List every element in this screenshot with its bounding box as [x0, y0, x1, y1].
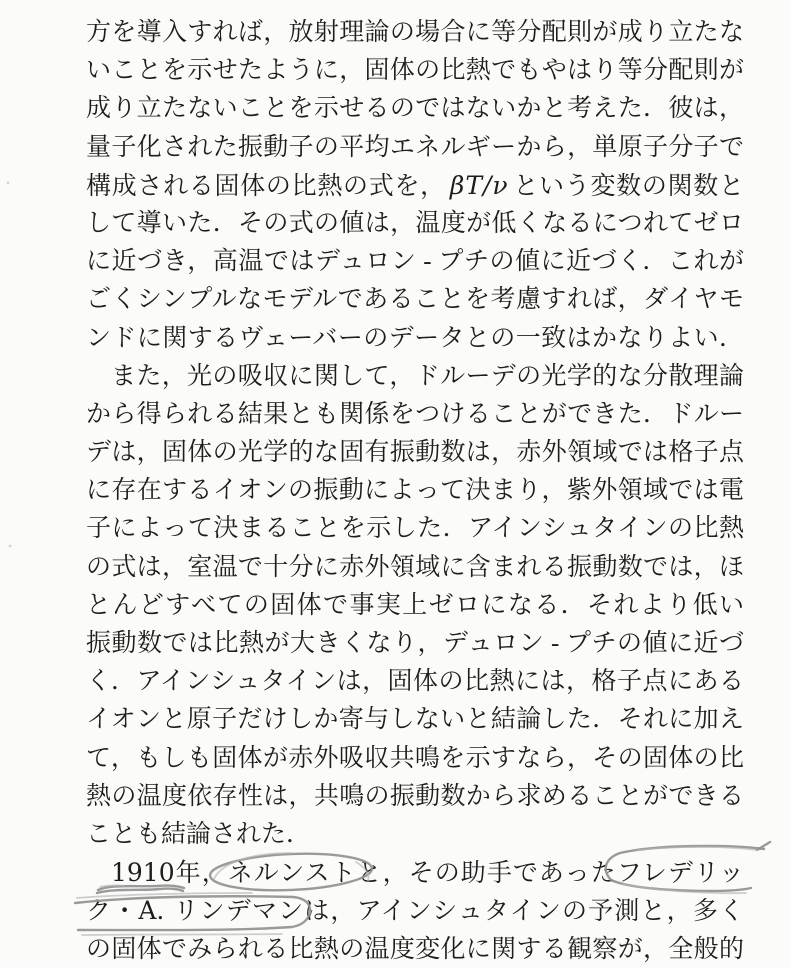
text-segment: 成り立たないことを示せるのではないかと考えた．彼は， — [86, 95, 744, 123]
text-line — [86, 281, 744, 319]
text-line — [86, 740, 744, 778]
text-line — [86, 625, 744, 663]
text-line — [86, 14, 744, 52]
text-line — [86, 167, 744, 205]
text-line — [86, 663, 744, 701]
text-segment: とんどすべての固体で事実上ゼロになる．それより低い — [86, 591, 744, 619]
text-segment: 構成される固体の比熱の式を， — [86, 172, 446, 200]
text-segment: の式は，室温で十分に赤外領域に含まれる振動数では，ほ — [86, 553, 744, 581]
text-segment: 振動数では比熱が大きくなり，デュロン - プチの値に近づ — [86, 630, 744, 657]
text-line — [86, 816, 744, 854]
text-line — [86, 90, 744, 128]
text-line — [86, 396, 744, 434]
text-line — [86, 320, 744, 358]
text-segment: の固体でみられる比熱の温度変化に関する観察が，全般的 — [86, 935, 744, 963]
text-segment: 年，ネルンストと，その助手であったフレデリッ — [174, 860, 744, 888]
text-segment: に近づき，高温ではデュロン - プチの値に近づく．これが — [86, 248, 744, 276]
text-segment: イオンと原子だけしか寄与しないと結論した．それに加え — [86, 706, 744, 734]
text-line — [86, 510, 744, 548]
text-segment: リンデマンは，アインシュタインの予測と，多く — [173, 898, 744, 926]
text-segment: して導いた．その式の値は，温度が低くなるにつれてゼロ — [86, 209, 744, 237]
text-segment: て，もしも固体が赤外吸収共鳴を示すなら，その固体の比 — [86, 744, 744, 772]
text-line — [86, 129, 744, 167]
text-line — [86, 358, 744, 396]
text-segment: く．アインシュタインは，固体の比熱には，格子点にある — [86, 668, 744, 696]
text-line — [86, 434, 744, 472]
text-segment: に存在するイオンの振動によって決まり，紫外領域では電 — [86, 477, 744, 505]
text-line — [86, 778, 744, 816]
text-segment: ことも結論された． — [86, 820, 312, 848]
text-segment: ごくシンプルなモデルであることを考慮すれば，ダイヤモ — [86, 286, 744, 314]
text-segment: いことを示せたように，固体の比熱でもやはり等分配則が — [86, 57, 744, 85]
text-segment: ンドに関するヴェーバーのデータとの一致はかなりよい． — [86, 324, 744, 352]
text-segment: 量子化された振動子の平均エネルギーから，単原子分子で — [86, 133, 744, 161]
text-segment: A. — [138, 896, 174, 926]
text-segment: 熱の温度依存性は，共鳴の振動数から求めることができる — [86, 782, 744, 810]
text-line — [86, 892, 744, 930]
text-line — [86, 587, 744, 625]
text-line — [86, 854, 744, 892]
text-line — [86, 701, 744, 739]
text-line — [86, 931, 744, 968]
text-segment: また，光の吸収に関して，ドルーデの光学的な分散理論 — [111, 362, 744, 390]
text-block — [86, 14, 744, 968]
text-line — [86, 549, 744, 587]
text-segment: 1910 — [111, 858, 175, 888]
scan-speck — [9, 545, 12, 548]
text-segment: という変数の関数と — [512, 172, 744, 200]
text-segment: から得られる結果とも関係をつけることができた．ドルー — [86, 400, 744, 428]
scan-speck — [7, 182, 10, 185]
text-line — [86, 472, 744, 510]
text-line — [86, 52, 744, 90]
text-line — [86, 243, 744, 281]
text-segment: 子によって決まることを示した．アインシュタインの比熱 — [86, 515, 744, 543]
text-line — [86, 205, 744, 243]
text-segment: ク・ — [86, 898, 139, 926]
text-segment: デは，固体の光学的な固有振動数は，赤外領域では格子点 — [86, 439, 744, 467]
text-segment: 方を導入すれば，放射理論の場合に等分配則が成り立たな — [86, 19, 744, 46]
math-formula: βT/ν — [449, 170, 509, 200]
